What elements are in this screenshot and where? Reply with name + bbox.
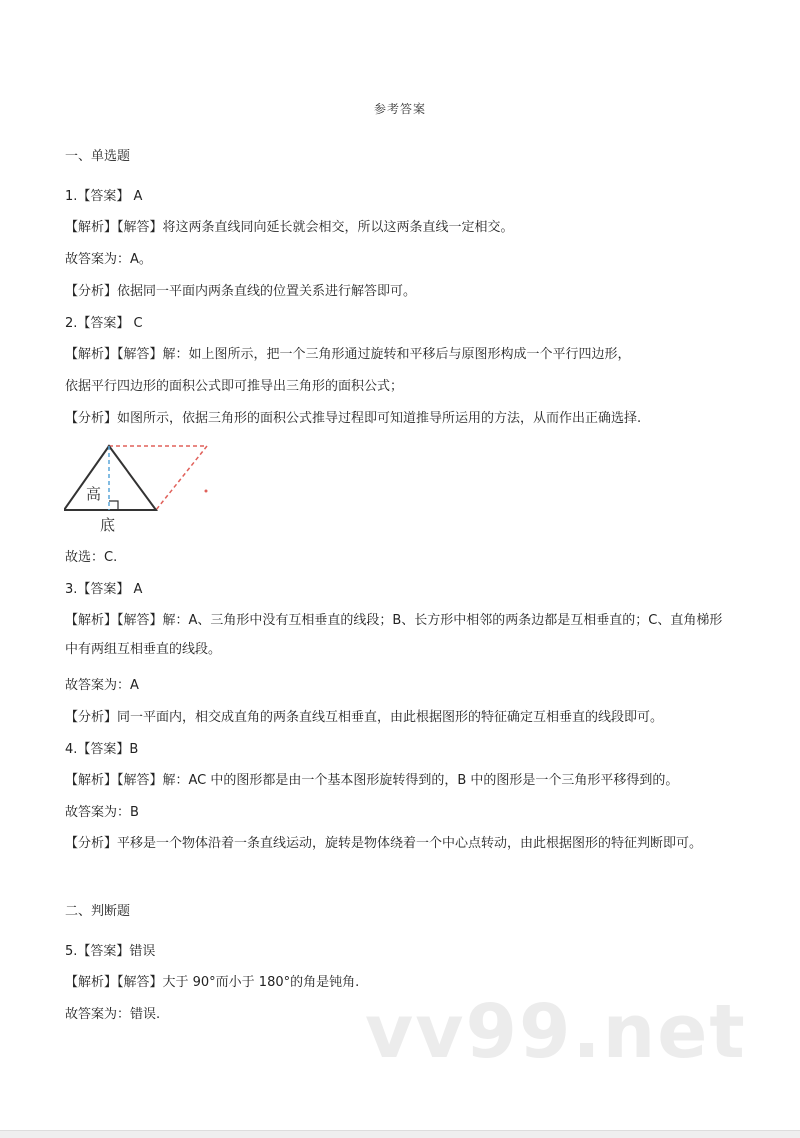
q2-analysis-line-1: 【解析】【解答】解：如上图所示，把一个三角形通过旋转和平移后与原图形构成一个平行四边形， (65, 347, 631, 362)
base-label: 底 (100, 516, 116, 534)
q4-analysis: 【解析】【解答】解：AC 中的图形都是由一个基本图形旋转得到的，B 中的图形是一个三角形平移得到的。 (65, 773, 679, 788)
q2-analysis-line-2: 依据平行四边形的面积公式即可推导出三角形的面积公式； (65, 379, 404, 394)
q1-analysis: 【解析】【解答】将这两条直线同向延长就会相交，所以这两条直线一定相交。 (65, 220, 514, 235)
q2-reason: 【分析】如图所示，依据三角形的面积公式推导过程即可知道推导所运用的方法，从而作出正确选择. (65, 411, 642, 426)
q5-analysis: 【解析】【解答】大于 90°而小于 180°的角是钝角. (65, 975, 360, 990)
q3-reason: 【分析】同一平面内，相交成直角的两条直线互相垂直，由此根据图形的特征确定互相垂直的线段即可。 (65, 710, 664, 725)
q3-analysis: 【解析】【解答】解：A、三角形中没有互相垂直的线段；B、长方形中相邻的两条边都是互相垂直的；C、直角梯形中有两组互相垂直的线段。 (65, 613, 723, 657)
q4-conclusion: 故答案为：B (65, 805, 139, 820)
q3-conclusion: 故答案为：A (65, 678, 139, 693)
original-triangle (64, 446, 156, 510)
q4-answer: 4.【答案】B (65, 742, 139, 757)
triangle-parallelogram-figure (64, 443, 224, 535)
watermark: vv99.net (365, 989, 747, 1075)
q5-conclusion: 故答案为：错误. (65, 1007, 161, 1022)
rotated-triangle-dashed (109, 446, 207, 510)
q1-reason: 【分析】依据同一平面内两条直线的位置关系进行解答即可。 (65, 284, 417, 299)
q1-conclusion: 故答案为：A。 (65, 252, 152, 267)
q2-answer: 2.【答案】 C (65, 316, 143, 331)
height-label: 高 (86, 485, 102, 503)
q4-reason: 【分析】平移是一个物体沿着一条直线运动，旋转是物体绕着一个中心点转动，由此根据图形的特征判断即可。 (65, 836, 703, 851)
page-title: 参考答案 (373, 102, 426, 116)
q5-answer: 5.【答案】错误 (65, 944, 156, 959)
stray-dot (205, 490, 208, 493)
q2-conclusion: 故选：C. (65, 550, 118, 565)
section-heading-single-choice: 一、单选题 (65, 149, 131, 164)
q1-answer: 1.【答案】 A (65, 189, 143, 204)
section-heading-true-false: 二、判断题 (65, 904, 131, 919)
right-angle-mark (109, 501, 118, 510)
figure-svg (64, 443, 224, 535)
q3-answer: 3.【答案】 A (65, 582, 143, 597)
